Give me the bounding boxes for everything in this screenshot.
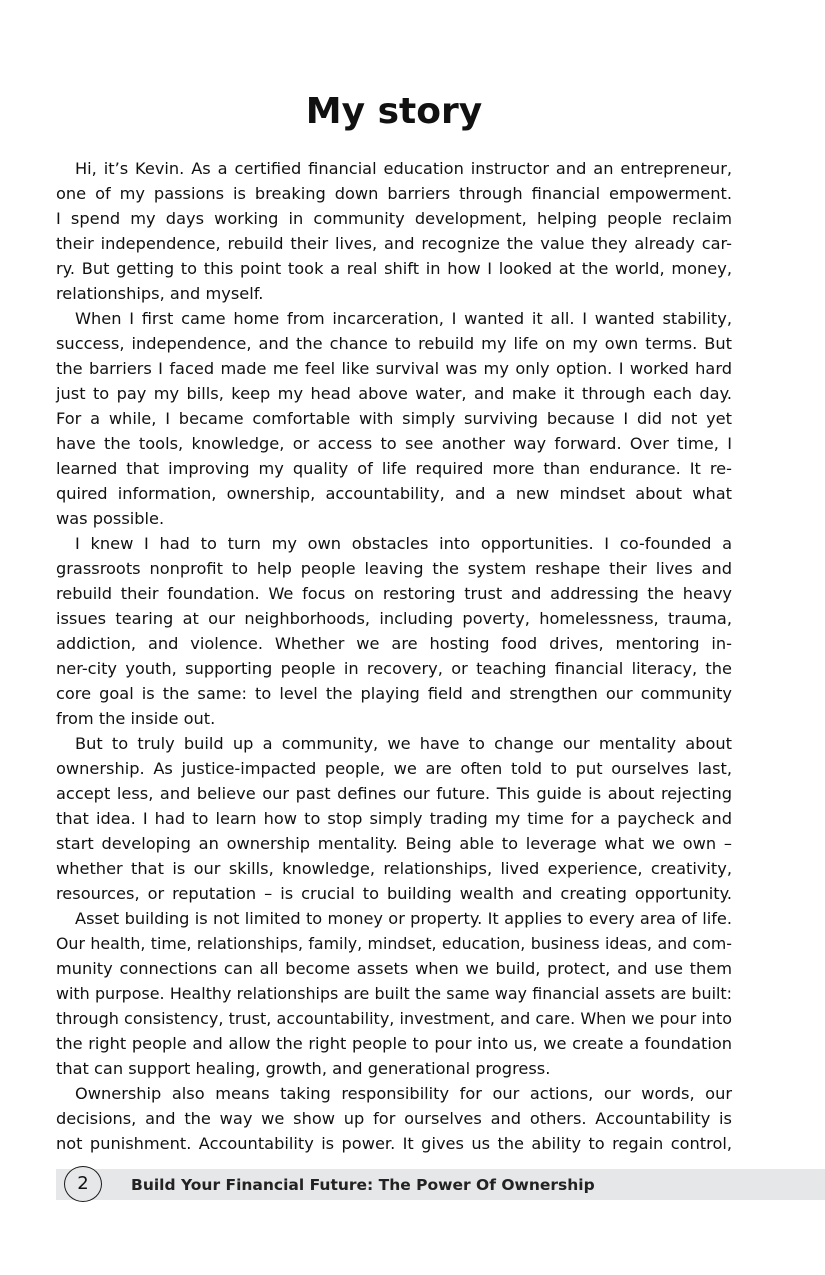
story-line: quired information, ownership, accountability, and a new mindset about what xyxy=(56,484,732,503)
story-body xyxy=(56,156,732,1156)
story-line: the right people and allow the right people to pour into us, we create a foundation xyxy=(56,1034,732,1053)
story-line: core goal is the same: to level the playing field and strengthen our community xyxy=(56,684,732,703)
story-line: Our health, time, relationships, family, mindset, education, business ideas, and com- xyxy=(56,934,732,953)
story-line: When I first came home from incarceration, I wanted it all. I wanted stability, xyxy=(75,309,732,328)
story-line: I spend my days working in community development, helping people reclaim xyxy=(56,209,732,228)
story-line: ownership. As justice-impacted people, we are often told to put ourselves last, xyxy=(56,759,732,778)
story-line: decisions, and the way we show up for ourselves and others. Accountability is xyxy=(56,1109,732,1128)
story-line: one of my passions is breaking down barriers through financial empowerment. xyxy=(56,184,732,203)
story-line: through consistency, trust, accountability, investment, and care. When we pour into xyxy=(56,1009,732,1028)
story-line: that idea. I had to learn how to stop simply trading my time for a paycheck and xyxy=(56,809,732,828)
story-line: that can support healing, growth, and generational progress. xyxy=(56,1059,551,1078)
story-line: not punishment. Accountability is power. It gives us the ability to regain control, xyxy=(56,1134,732,1153)
story-line: But to truly build up a community, we have to change our mentality about xyxy=(75,734,732,753)
story-line: success, independence, and the chance to rebuild my life on my own terms. But xyxy=(56,334,732,353)
story-line: addiction, and violence. Whether we are hosting food drives, mentoring in- xyxy=(56,634,732,653)
story-line: was possible. xyxy=(56,509,165,528)
page-title: My story xyxy=(305,91,483,132)
story-line: Hi, it’s Kevin. As a certified financial education instructor and an entrepreneur, xyxy=(75,159,732,178)
story-line: from the inside out. xyxy=(56,709,216,728)
story-line: learned that improving my quality of life required more than endurance. It re- xyxy=(56,459,732,478)
page-number: 2 xyxy=(77,1173,89,1194)
story-line: I knew I had to turn my own obstacles into opportunities. I co-founded a xyxy=(75,534,732,553)
story-line: just to pay my bills, keep my head above water, and make it through each day. xyxy=(56,384,732,403)
story-line: grassroots nonprofit to help people leaving the system reshape their lives and xyxy=(56,559,732,578)
story-line: ner-city youth, supporting people in recovery, or teaching financial literacy, the xyxy=(56,659,732,678)
running-title: Build Your Financial Future: The Power Of Ownership xyxy=(131,1176,595,1194)
story-line: with purpose. Healthy relationships are built the same way financial assets are built: xyxy=(56,984,732,1003)
story-line: accept less, and believe our past defines our future. This guide is about rejecting xyxy=(56,784,732,803)
story-line: For a while, I became comfortable with simply surviving because I did not yet xyxy=(56,409,732,428)
story-line: the barriers I faced made me feel like survival was my only option. I worked hard xyxy=(56,359,732,378)
story-line: Ownership also means taking responsibility for our actions, our words, our xyxy=(75,1084,732,1103)
story-line: ry. But getting to this point took a real shift in how I looked at the world, money, xyxy=(56,259,732,278)
story-line: have the tools, knowledge, or access to see another way forward. Over time, I xyxy=(56,434,732,453)
story-line: rebuild their foundation. We focus on restoring trust and addressing the heavy xyxy=(56,584,732,603)
story-line: their independence, rebuild their lives, and recognize the value they already car- xyxy=(56,234,732,253)
story-line: start developing an ownership mentality. Being able to leverage what we own – xyxy=(56,834,732,853)
story-line: resources, or reputation – is crucial to building wealth and creating opportunity. xyxy=(56,884,732,903)
story-line: munity connections can all become assets when we build, protect, and use them xyxy=(56,959,732,978)
story-line: whether that is our skills, knowledge, relationships, lived experience, creativity, xyxy=(56,859,732,878)
story-line: Asset building is not limited to money or property. It applies to every area of life. xyxy=(75,909,732,928)
story-line: issues tearing at our neighborhoods, including poverty, homelessness, trauma, xyxy=(56,609,732,628)
story-line: relationships, and myself. xyxy=(56,284,264,303)
